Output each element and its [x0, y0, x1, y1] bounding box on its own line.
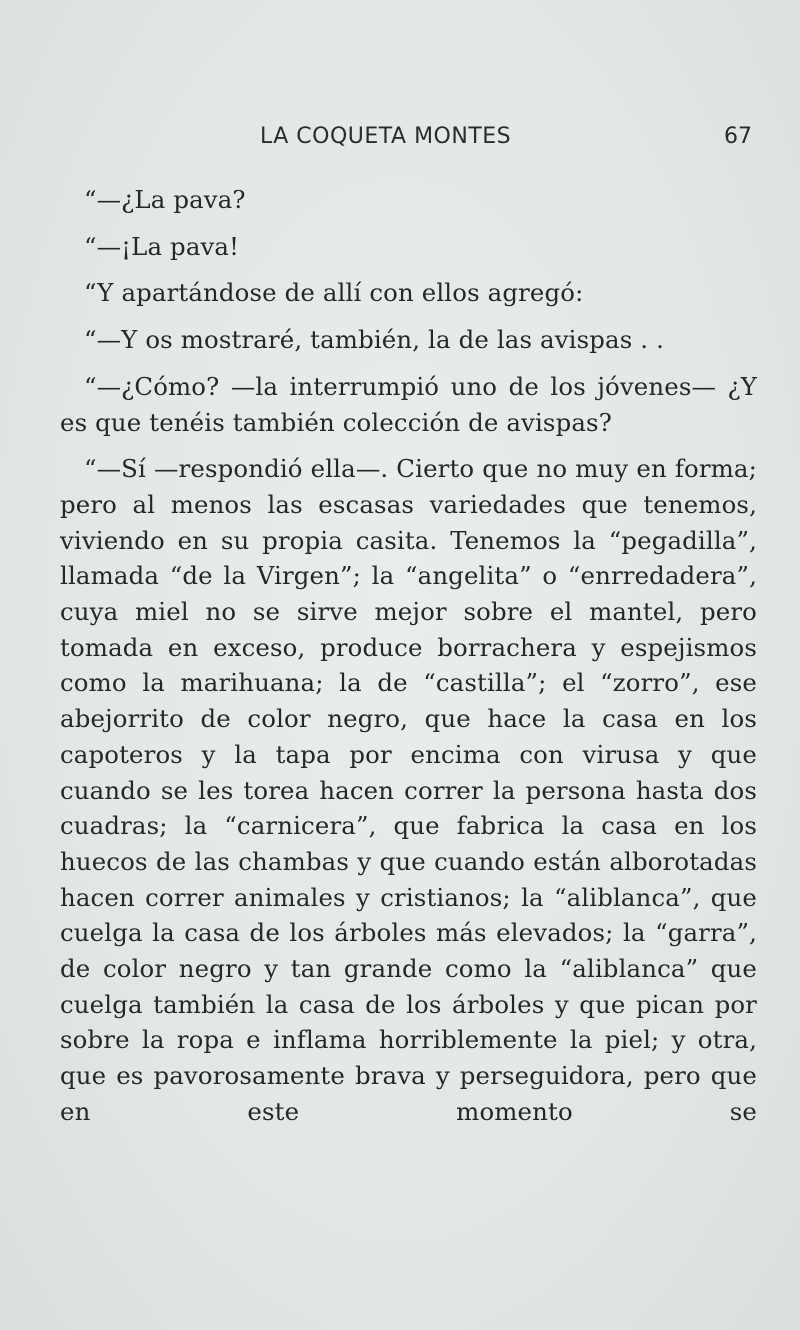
page-number: 67	[724, 124, 752, 149]
dialogue-paragraph: “—Y os mostraré, también, la de las avispas . .	[84, 325, 665, 355]
running-title: LA COQUETA MONTES	[260, 124, 512, 149]
narration-paragraph: “Y apartándose de allí con ellos agregó:	[84, 278, 584, 308]
dialogue-paragraph: “—¡La pava!	[84, 231, 240, 261]
dialogue-paragraph: “—Sí —respondió ella—. Cierto que no muy en forma; pero al menos las escasas variedades que tenemos, viviendo en su propia casita. Tenemos la “pegadilla”, llamada “de la Virgen”; la “angelita” o “enrredadera”, cuya miel no se sirve mejor sobre el mantel, pero tomada en exceso, produce borrachera y espejismos como la marihuana; la de “castilla”; el “zorro”, ese abejorrito de color negro, que hace la casa en los capoteros y la tapa por encima con virusa y que cuando se les torea hacen correr la persona hasta dos cuadras; la “carnicera”, que fabrica la casa en los huecos de las chambas y que cuando están alborotadas hacen correr animales y cristianos; la “aliblanca”, que cuelga la casa de los árboles más elevados; la “garra”, de color negro y tan grande como la “aliblanca” que cuelga también la casa de los árboles y que pican por sobre la ropa e inflama horriblemente la piel; y otra, que es pavorosamente brava y perseguidora, pero que en este momento se	[60, 454, 757, 1126]
running-head	[60, 118, 752, 158]
body-text	[60, 182, 757, 1141]
dialogue-paragraph: “—¿Cómo? —la interrumpió uno de los jóvenes— ¿Y es que tenéis también colección de avispas?	[60, 371, 757, 437]
dialogue-paragraph: “—¿La pava?	[84, 185, 246, 214]
